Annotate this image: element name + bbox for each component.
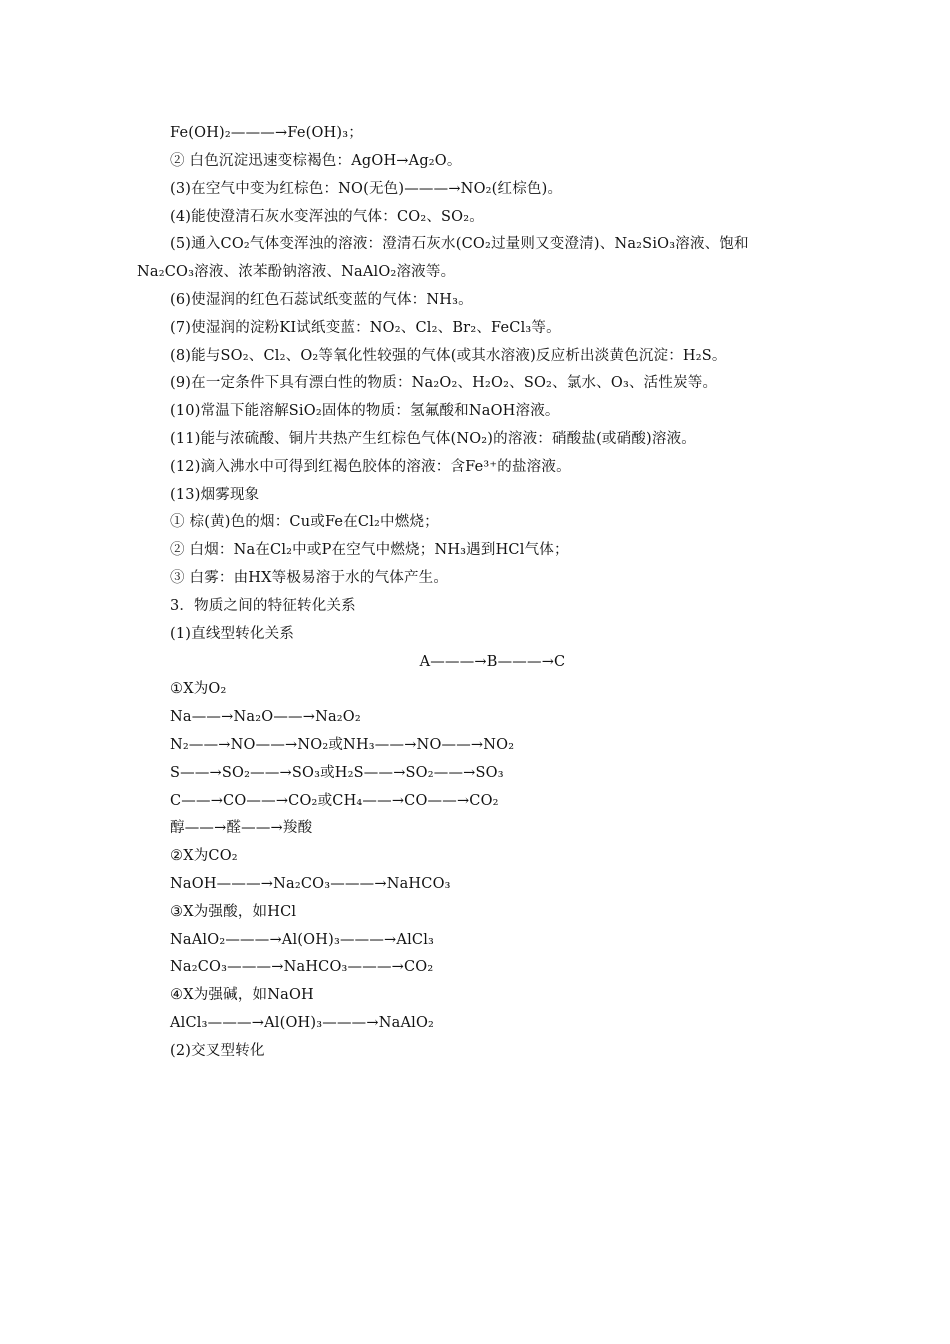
- text-line: ④X为强碱，如NaOH: [170, 987, 314, 1003]
- text-line: 醇——→醛——→羧酸: [170, 820, 313, 836]
- text-line: ①X为O₂: [170, 681, 227, 697]
- text-line: ② 白色沉淀迅速变棕褐色：AgOH→Ag₂O。: [170, 153, 462, 169]
- text-line: C——→CO——→CO₂或CH₄——→CO——→CO₂: [170, 793, 499, 809]
- text-line: Fe(OH)₂———→Fe(OH)₃；: [170, 125, 363, 141]
- text-line: Na——→Na₂O——→Na₂O₂: [170, 709, 361, 725]
- text-line: AlCl₃———→Al(OH)₃———→NaAlO₂: [170, 1015, 435, 1031]
- text-line: (9)在一定条件下具有漂白性的物质：Na₂O₂、H₂O₂、SO₂、氯水、O₃、活性炭等。: [170, 375, 718, 391]
- text-line: N₂——→NO——→NO₂或NH₃——→NO——→NO₂: [170, 737, 515, 753]
- text-line: (12)滴入沸水中可得到红褐色胶体的溶液：含Fe³⁺的盐溶液。: [170, 459, 571, 475]
- text-line: ② 白烟：Na在Cl₂中或P在空气中燃烧；NH₃遇到HCl气体；: [170, 542, 569, 558]
- text-line: NaOH———→Na₂CO₃———→NaHCO₃: [170, 876, 451, 892]
- text-line: Na₂CO₃———→NaHCO₃———→CO₂: [170, 959, 434, 975]
- text-line: ① 棕(黄)色的烟：Cu或Fe在Cl₂中燃烧；: [170, 514, 439, 530]
- text-line: Na₂CO₃溶液、浓苯酚钠溶液、NaAlO₂溶液等。: [137, 264, 456, 280]
- text-line: (10)常温下能溶解SiO₂固体的物质：氢氟酸和NaOH溶液。: [170, 403, 560, 419]
- text-line: (3)在空气中变为红棕色：NO(无色)———→NO₂(红棕色)。: [170, 181, 563, 197]
- text-line: ②X为CO₂: [170, 848, 238, 864]
- subsection-heading: (1)直线型转化关系: [170, 626, 295, 642]
- section-heading: 3．物质之间的特征转化关系: [170, 598, 356, 614]
- text-line: ③ 白雾：由HX等极易溶于水的气体产生。: [170, 570, 449, 586]
- conversion-diagram: A———→B———→C: [419, 654, 566, 670]
- text-line: (8)能与SO₂、Cl₂、O₂等氧化性较强的气体(或其水溶液)反应析出淡黄色沉淀：H₂S。: [170, 348, 727, 364]
- subsection-heading: (2)交叉型转化: [170, 1043, 265, 1059]
- text-line: (4)能使澄清石灰水变浑浊的气体：CO₂、SO₂。: [170, 209, 484, 225]
- text-line: ③X为强酸，如HCl: [170, 904, 297, 920]
- text-line: (6)使湿润的红色石蕊试纸变蓝的气体：NH₃。: [170, 292, 473, 308]
- text-line: S——→SO₂——→SO₃或H₂S——→SO₂——→SO₃: [170, 765, 504, 781]
- text-line: (11)能与浓硫酸、铜片共热产生红棕色气体(NO₂)的溶液：硝酸盐(或硝酸)溶液。: [170, 431, 696, 447]
- text-line: NaAlO₂———→Al(OH)₃———→AlCl₃: [170, 932, 435, 948]
- text-line: (5)通入CO₂气体变浑浊的溶液：澄清石灰水(CO₂过量则又变澄清)、Na₂SiO₃溶液、饱和: [170, 236, 749, 252]
- text-line: (13)烟雾现象: [170, 487, 260, 503]
- text-line: (7)使湿润的淀粉KI试纸变蓝：NO₂、Cl₂、Br₂、FeCl₃等。: [170, 320, 561, 336]
